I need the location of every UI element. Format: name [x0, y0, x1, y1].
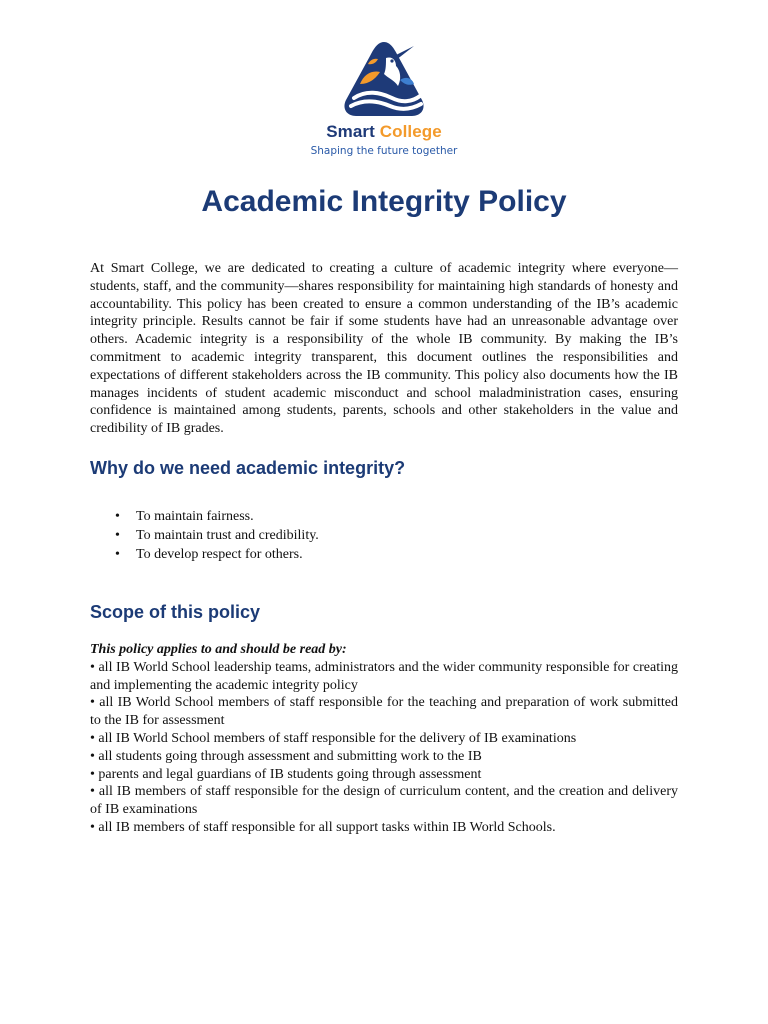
- why-bullet-list: [90, 507, 650, 564]
- intro-paragraph: At Smart College, we are dedicated to creating a culture of academic integrity where everyone—students, staff, and the community—shares responsibility for maintaining high standards of honesty and accountability. This policy has been created to ensure a common understanding of the IB’s academic integrity principle. Results cannot be fair if some students have had an unreasonable advantage over others. Academic integrity is a responsibility of the whole IB community. By making the IB’s commitment to academic integrity transparent, this document outlines the responsibilities and expectations of different stakeholders across the IB community. This policy also documents how the IB manages incidents of student academic misconduct and school maladministration cases, ensuring confidence is maintained among students, parents, schools and other stakeholders in the value and credibility of IB grades.: [90, 261, 678, 437]
- brand-name: [0, 122, 768, 142]
- scope-item: • all IB World School members of staff responsible for the delivery of IB examinations: [90, 730, 577, 746]
- list-item: [90, 507, 650, 526]
- college-logo: [0, 34, 768, 158]
- scope-item: • all students going through assessment and submitting work to the IB: [90, 748, 482, 764]
- college-emblem-icon: [334, 34, 434, 120]
- list-item-text: To develop respect for others.: [136, 547, 303, 562]
- bullet-glyph: •: [115, 509, 120, 524]
- brand-name-first: Smart: [326, 122, 375, 141]
- brand-name-second: College: [379, 122, 442, 141]
- scope-item: • all IB members of staff responsible for all support tasks within IB World Schools.: [90, 819, 556, 835]
- why-heading: Why do we need academic integrity?: [90, 458, 406, 478]
- scope-item: • all IB members of staff responsible for the design of curriculum content, and the creation and delivery of IB examinations: [90, 784, 678, 818]
- bullet-glyph: •: [115, 547, 120, 562]
- list-item-text: To maintain fairness.: [136, 509, 254, 524]
- list-item-text: To maintain trust and credibility.: [136, 528, 319, 543]
- scope-item: • all IB World School leadership teams, administrators and the wider community responsible for creating and implementing the academic integrity policy: [90, 659, 678, 693]
- page-title: Academic Integrity Policy: [201, 185, 567, 218]
- bullet-glyph: •: [115, 528, 120, 543]
- scope-heading: Scope of this policy: [90, 602, 261, 622]
- emblem-bird-eye: [390, 59, 393, 62]
- scope-item: • all IB World School members of staff responsible for the teaching and preparation of work submitted to the IB for assessment: [90, 695, 678, 729]
- list-item: [90, 545, 650, 564]
- brand-tagline: Shaping the future together: [310, 145, 458, 157]
- emblem-bird-beak: [394, 46, 414, 60]
- scope-lead: This policy applies to and should be read by:: [90, 642, 347, 657]
- list-item: [90, 526, 650, 545]
- scope-section: [90, 641, 678, 837]
- scope-item: • parents and legal guardians of IB students going through assessment: [90, 766, 482, 782]
